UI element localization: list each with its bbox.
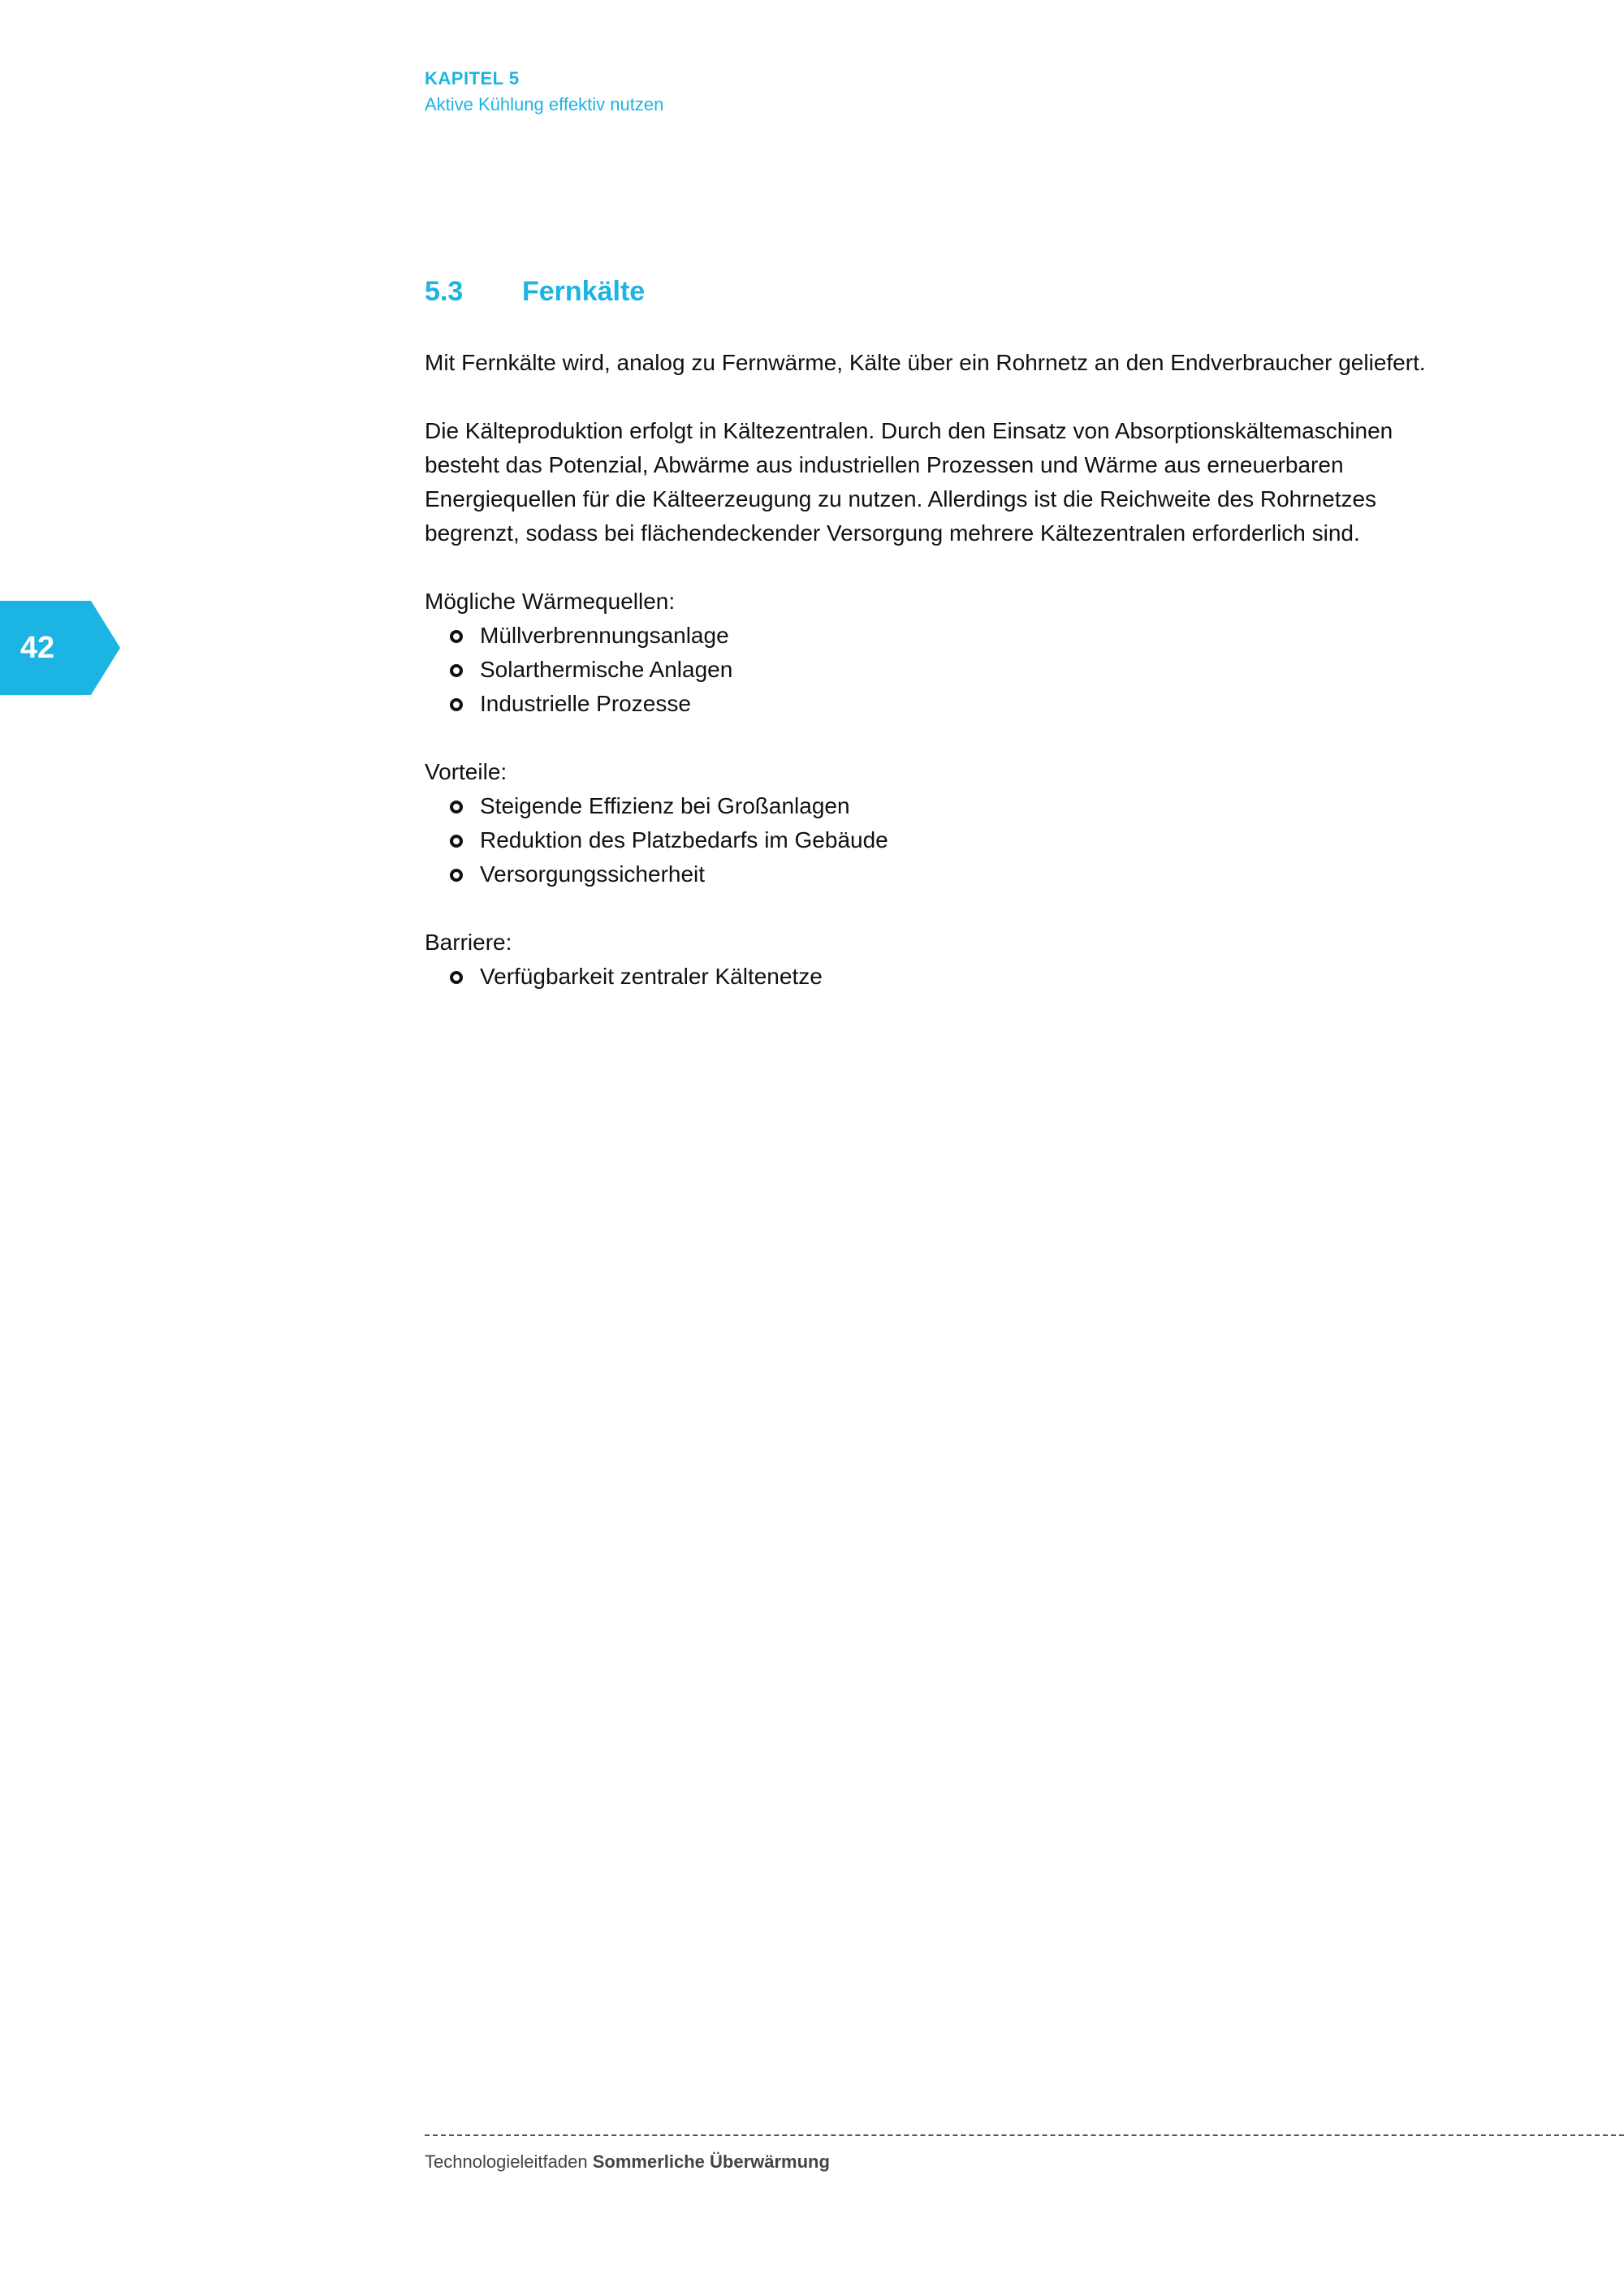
list-title-heat-sources: Mögliche Wärmequellen: (425, 589, 676, 614)
list-item-text: Steigende Effizienz bei Großanlagen (480, 793, 850, 818)
list-item-text: Solarthermische Anlagen (480, 657, 733, 682)
list-item-text: Verfügbarkeit zentraler Kältenetze (480, 964, 823, 989)
list-item-text: Reduktion des Platzbedarfs im Gebäude (480, 827, 888, 852)
list-item (425, 619, 1432, 653)
chapter-header (425, 68, 663, 115)
bullet-icon (450, 664, 463, 677)
bullet-icon (450, 698, 463, 711)
chapter-number: KAPITEL 5 (425, 68, 520, 88)
list-barrier (425, 960, 1432, 994)
bullet-icon (450, 630, 463, 643)
page-number-text: 42 (19, 631, 55, 665)
footer (425, 2151, 830, 2173)
list-title-barrier: Barriere: (425, 930, 512, 955)
list-item (425, 960, 1432, 994)
list-item (425, 823, 1432, 857)
list-item (425, 687, 1432, 721)
page-number-tab (0, 601, 120, 695)
bullet-icon (450, 971, 463, 984)
bullet-icon (450, 801, 463, 814)
section-number: 5.3 (425, 276, 464, 307)
footer-divider (425, 2134, 1624, 2136)
footer-publication: Technologieleitfaden (425, 2151, 588, 2172)
section-heading (425, 276, 645, 308)
list-advantages (425, 789, 1432, 891)
paragraph-production: Die Kälteproduktion erfolgt in Kältezentralen. Durch den Einsatz von Absorptionskältemaschinen besteht das Potenzial, Abwärme aus industriellen Prozessen und Wärme aus erneuerbaren Energiequellen für die Kälteerzeugung zu nutzen. Allerdings ist die Reichweite des Rohrnetzes begrenzt, sodass bei flächendeckender Versorgung mehrere Kältezentralen erforderlich sind. (425, 418, 1393, 546)
section-title: Fernkälte (522, 276, 646, 307)
list-item (425, 789, 1432, 823)
footer-publication-title: Sommerliche Überwärmung (592, 2151, 830, 2172)
list-item-text: Müllverbrennungsanlage (480, 623, 729, 648)
list-item-text: Industrielle Prozesse (480, 691, 691, 716)
bullet-icon (450, 835, 463, 848)
list-heat-sources (425, 619, 1432, 721)
section-body (425, 346, 1432, 1028)
list-title-advantages: Vorteile: (425, 759, 508, 784)
list-item (425, 857, 1432, 891)
chapter-title: Aktive Kühlung effektiv nutzen (425, 94, 664, 114)
bullet-icon (450, 869, 463, 882)
list-item-text: Versorgungssicherheit (480, 861, 706, 887)
page-number (0, 601, 122, 695)
paragraph-intro: Mit Fernkälte wird, analog zu Fernwärme, Kälte über ein Rohrnetz an den Endverbraucher geliefert. (425, 350, 1426, 375)
list-item (425, 653, 1432, 687)
